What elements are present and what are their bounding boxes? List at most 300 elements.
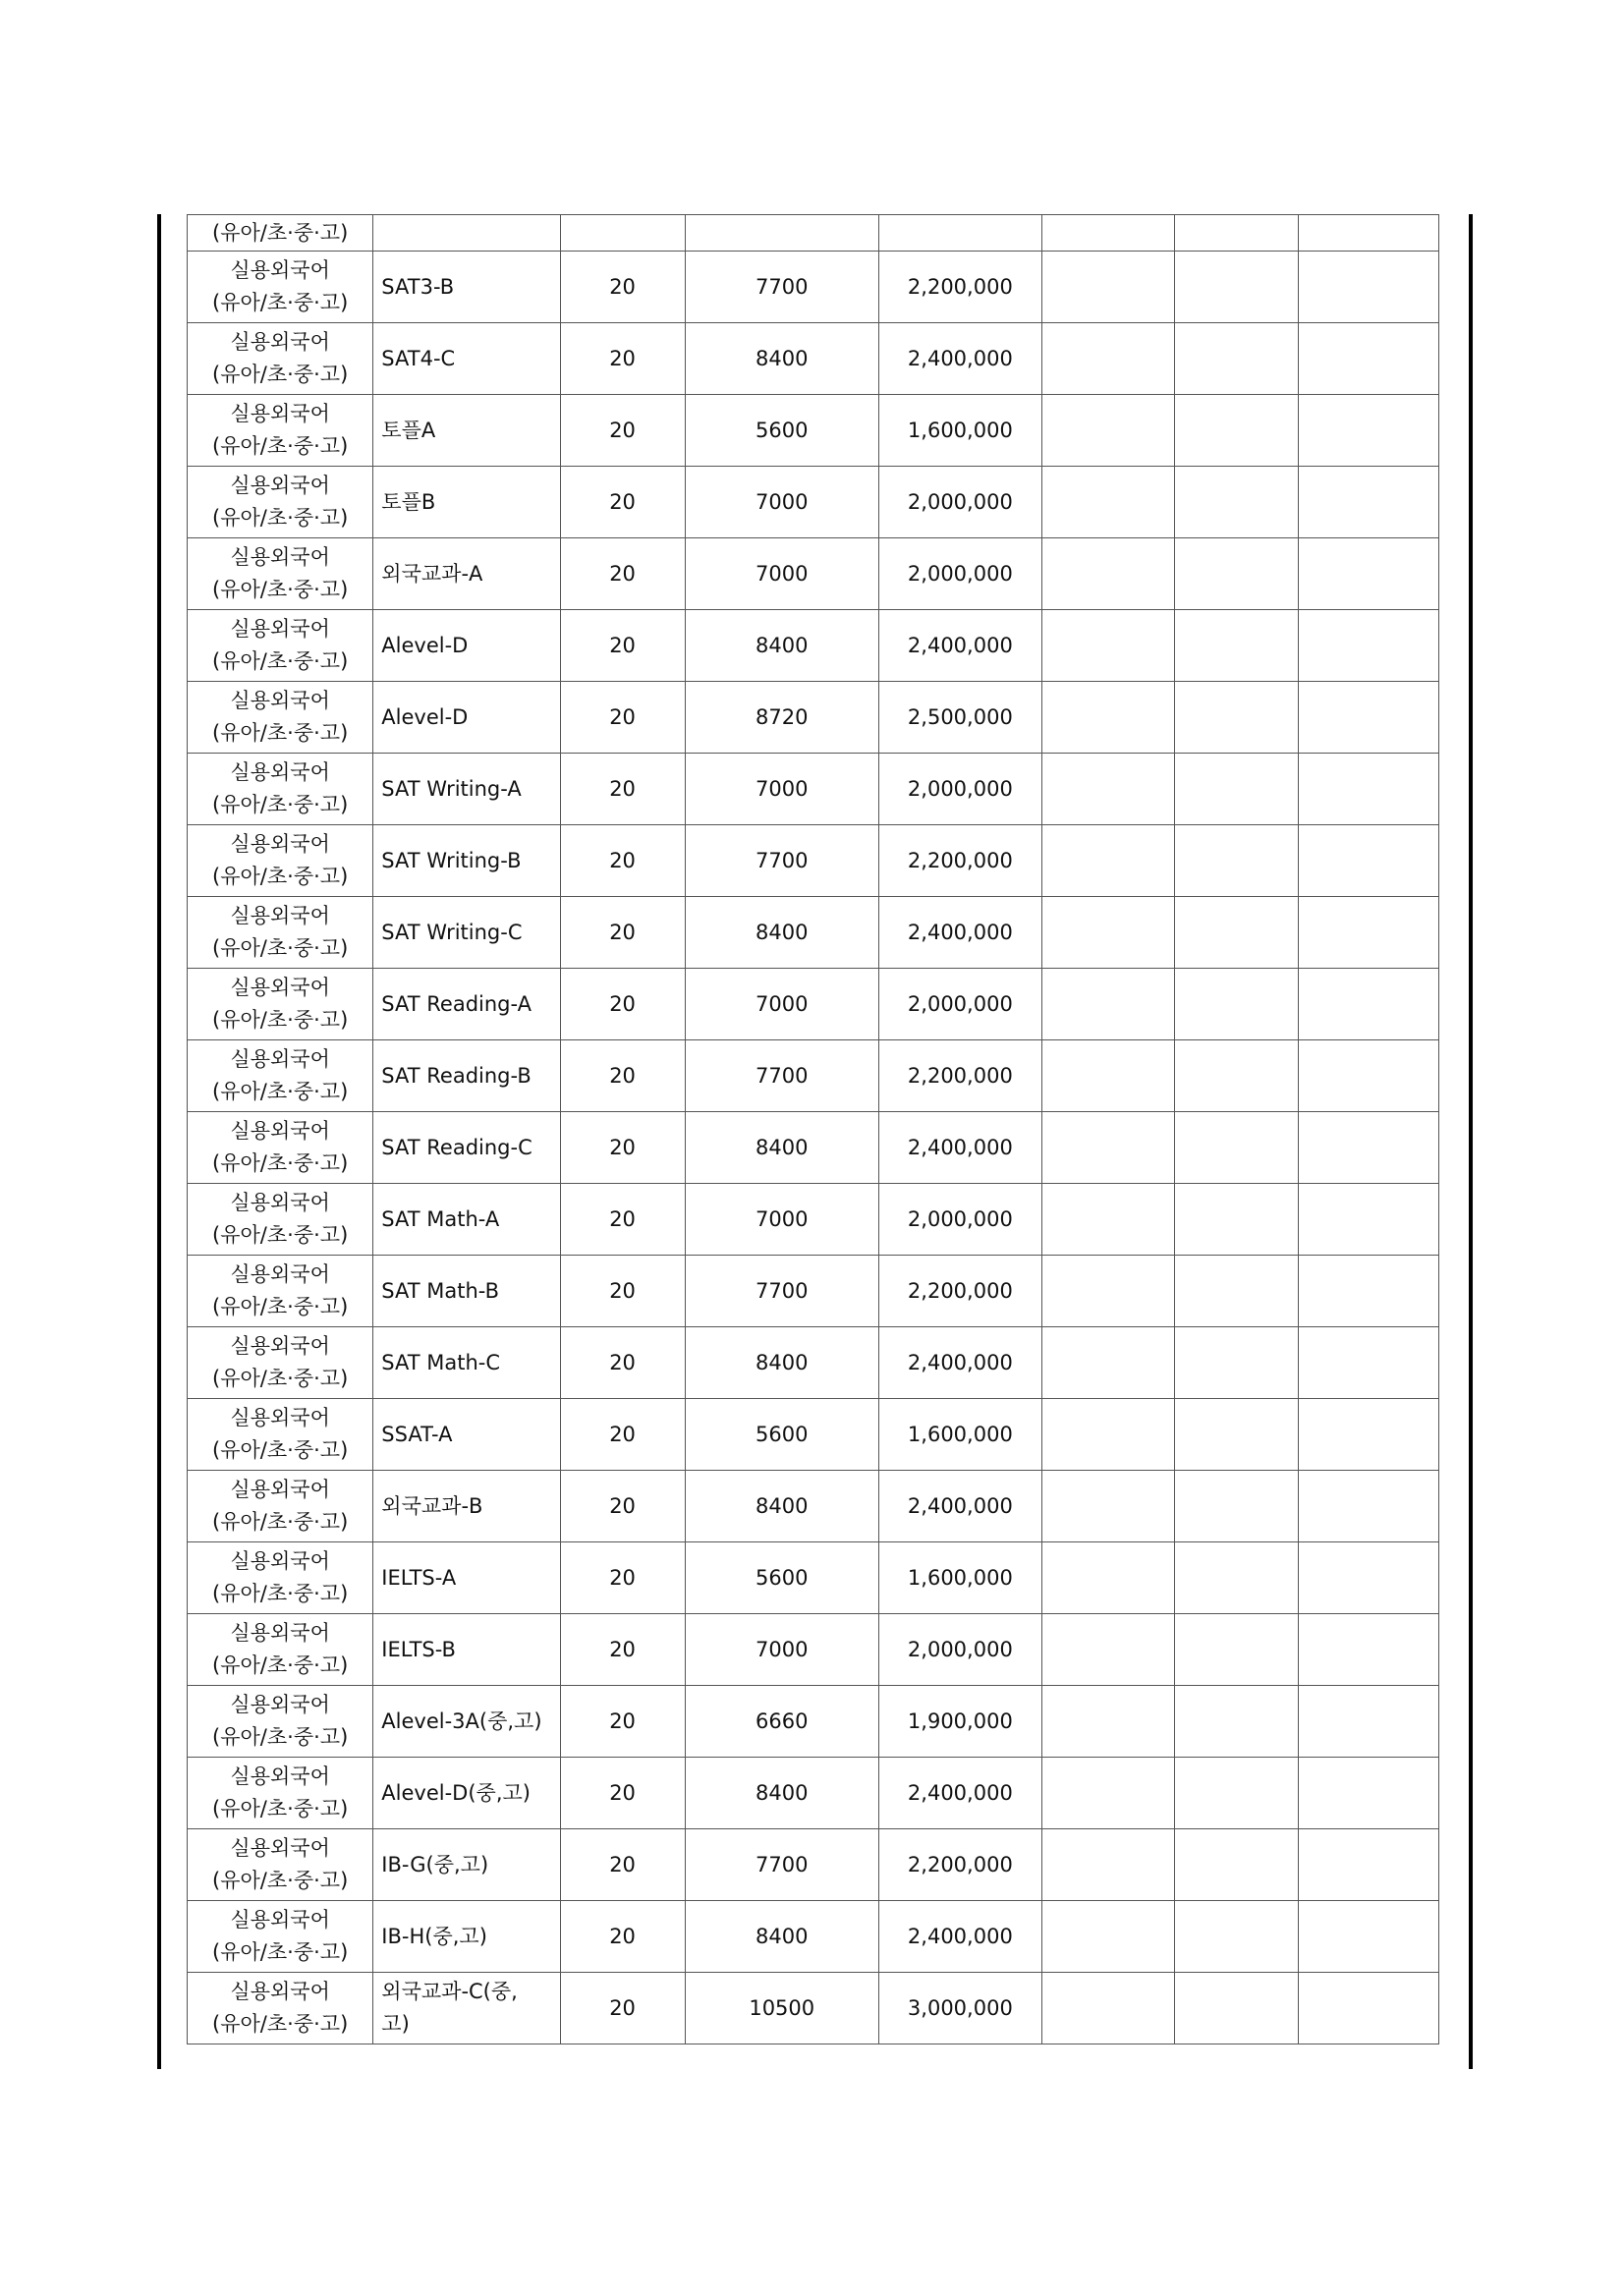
course-cell xyxy=(373,467,560,538)
unit-price-cell xyxy=(685,682,878,754)
course-name: SAT Math-B xyxy=(381,1278,500,1303)
blank-cell xyxy=(1174,825,1298,897)
unit-price: 8400 xyxy=(756,1135,809,1159)
unit-price-cell xyxy=(685,1327,878,1399)
count-cell xyxy=(560,1901,685,1973)
category-line2: (유아/초·중·고) xyxy=(212,578,349,601)
blank-cell xyxy=(1174,395,1298,467)
category-line2: (유아/초·중·고) xyxy=(212,506,349,530)
category-line1: 실용외국어 xyxy=(230,617,330,641)
course-cell xyxy=(373,323,560,395)
total-amount: 2,400,000 xyxy=(907,1780,1013,1805)
count-cell xyxy=(560,1829,685,1901)
course-cell xyxy=(373,897,560,969)
table-row xyxy=(188,1040,1439,1112)
amount-cell xyxy=(878,969,1041,1040)
count-cell xyxy=(560,1614,685,1686)
blank-cell xyxy=(1174,1184,1298,1256)
amount-cell xyxy=(878,1614,1041,1686)
blank-cell xyxy=(1298,969,1438,1040)
category-line1: 실용외국어 xyxy=(230,1191,330,1214)
category-line1: 실용외국어 xyxy=(230,904,330,927)
course-cell xyxy=(373,395,560,467)
course-cell xyxy=(373,1829,560,1901)
table-row xyxy=(188,1614,1439,1686)
table-row xyxy=(188,825,1439,897)
course-name: SAT3-B xyxy=(381,274,455,299)
category-cell xyxy=(188,1471,373,1542)
session-count: 20 xyxy=(609,1924,636,1948)
amount-cell xyxy=(878,215,1041,252)
total-amount: 1,600,000 xyxy=(907,1422,1013,1446)
blank-cell xyxy=(1298,754,1438,825)
blank-cell xyxy=(1298,1542,1438,1614)
table-row xyxy=(188,1829,1439,1901)
category-cell xyxy=(188,1614,373,1686)
amount-cell xyxy=(878,682,1041,754)
blank-cell xyxy=(1041,1973,1174,2044)
amount-cell xyxy=(878,1758,1041,1829)
count-cell xyxy=(560,215,685,252)
unit-price: 8400 xyxy=(756,920,809,944)
course-cell xyxy=(373,1112,560,1184)
category-cell xyxy=(188,1399,373,1471)
blank-cell xyxy=(1298,538,1438,610)
category-line1: 실용외국어 xyxy=(230,1621,330,1645)
total-amount: 2,200,000 xyxy=(907,1852,1013,1876)
unit-price: 7700 xyxy=(756,1063,809,1088)
blank-cell xyxy=(1041,395,1174,467)
unit-price-cell xyxy=(685,1399,878,1471)
category-cell xyxy=(188,682,373,754)
course-name: SAT Writing-A xyxy=(381,776,522,801)
category-cell xyxy=(188,1973,373,2044)
category-line2: (유아/초·중·고) xyxy=(212,865,349,888)
unit-price-cell xyxy=(685,252,878,323)
unit-price-cell xyxy=(685,1040,878,1112)
blank-cell xyxy=(1298,1758,1438,1829)
category-line1: 실용외국어 xyxy=(230,402,330,425)
category-cell xyxy=(188,395,373,467)
course-cell xyxy=(373,1686,560,1758)
blank-cell xyxy=(1298,1256,1438,1327)
course-name: SAT Math-A xyxy=(381,1206,500,1231)
blank-cell xyxy=(1041,538,1174,610)
unit-price: 7700 xyxy=(756,848,809,872)
course-name: IB-H(중,고) xyxy=(381,1924,487,1948)
count-cell xyxy=(560,1112,685,1184)
session-count: 20 xyxy=(609,1350,636,1374)
blank-cell xyxy=(1298,897,1438,969)
category-line2: (유아/초·중·고) xyxy=(212,363,349,386)
course-cell xyxy=(373,215,560,252)
blank-cell xyxy=(1174,1614,1298,1686)
blank-cell xyxy=(1174,1542,1298,1614)
session-count: 20 xyxy=(609,704,636,729)
blank-cell xyxy=(1174,1471,1298,1542)
blank-cell xyxy=(1298,1184,1438,1256)
amount-cell xyxy=(878,1399,1041,1471)
category-line1: 실용외국어 xyxy=(230,1836,330,1860)
blank-cell xyxy=(1298,1686,1438,1758)
table-row xyxy=(188,1973,1439,2044)
category-line2: (유아/초·중·고) xyxy=(212,1223,349,1247)
table-body xyxy=(188,215,1439,2044)
blank-cell xyxy=(1041,1256,1174,1327)
amount-cell xyxy=(878,1256,1041,1327)
amount-cell xyxy=(878,538,1041,610)
category-line2: (유아/초·중·고) xyxy=(212,291,349,314)
blank-cell xyxy=(1041,897,1174,969)
session-count: 20 xyxy=(609,1995,636,2020)
blank-cell xyxy=(1041,323,1174,395)
unit-price-cell xyxy=(685,1614,878,1686)
total-amount: 2,200,000 xyxy=(907,1278,1013,1303)
table-row xyxy=(188,682,1439,754)
unit-price: 8400 xyxy=(756,633,809,657)
category-line1: 실용외국어 xyxy=(230,760,330,784)
session-count: 20 xyxy=(609,1780,636,1805)
blank-cell xyxy=(1041,1542,1174,1614)
unit-price: 7700 xyxy=(756,1278,809,1303)
unit-price-cell xyxy=(685,1901,878,1973)
unit-price-cell xyxy=(685,323,878,395)
course-cell xyxy=(373,1614,560,1686)
course-name-line2: 고) xyxy=(381,2012,410,2036)
blank-cell xyxy=(1174,1040,1298,1112)
course-name: 토플A xyxy=(381,418,436,442)
course-name: SSAT-A xyxy=(381,1422,453,1446)
unit-price: 5600 xyxy=(756,1422,809,1446)
category-line2: (유아/초·중·고) xyxy=(212,1869,349,1892)
count-cell xyxy=(560,897,685,969)
course-name: 외국교과-B xyxy=(381,1493,483,1518)
course-name: SAT Reading-C xyxy=(381,1135,532,1159)
session-count: 20 xyxy=(609,920,636,944)
blank-cell xyxy=(1174,1901,1298,1973)
unit-price: 8400 xyxy=(756,346,809,370)
amount-cell xyxy=(878,323,1041,395)
category-cell xyxy=(188,1040,373,1112)
category-line2: (유아/초·중·고) xyxy=(212,1725,349,1749)
unit-price: 8400 xyxy=(756,1924,809,1948)
session-count: 20 xyxy=(609,1637,636,1661)
category-line1: 실용외국어 xyxy=(230,474,330,497)
blank-cell xyxy=(1174,682,1298,754)
session-count: 20 xyxy=(609,418,636,442)
right-margin-rule xyxy=(1469,214,1473,2069)
amount-cell xyxy=(878,754,1041,825)
amount-cell xyxy=(878,395,1041,467)
category-cell xyxy=(188,1686,373,1758)
amount-cell xyxy=(878,1327,1041,1399)
total-amount: 2,400,000 xyxy=(907,920,1013,944)
total-amount: 1,600,000 xyxy=(907,418,1013,442)
table-row xyxy=(188,1758,1439,1829)
session-count: 20 xyxy=(609,848,636,872)
total-amount: 1,900,000 xyxy=(907,1708,1013,1733)
amount-cell xyxy=(878,1040,1041,1112)
blank-cell xyxy=(1041,969,1174,1040)
blank-cell xyxy=(1041,1686,1174,1758)
category-cell xyxy=(188,1184,373,1256)
total-amount: 2,400,000 xyxy=(907,1924,1013,1948)
unit-price: 6660 xyxy=(756,1708,809,1733)
session-count: 20 xyxy=(609,1493,636,1518)
category-line1: 실용외국어 xyxy=(230,1908,330,1932)
session-count: 20 xyxy=(609,489,636,514)
table-row xyxy=(188,538,1439,610)
count-cell xyxy=(560,1758,685,1829)
category-line1: 실용외국어 xyxy=(230,1334,330,1358)
unit-price-cell xyxy=(685,1184,878,1256)
category-line1: 실용외국어 xyxy=(230,1693,330,1716)
category-cell xyxy=(188,323,373,395)
blank-cell xyxy=(1174,610,1298,682)
blank-cell xyxy=(1041,1901,1174,1973)
blank-cell xyxy=(1298,1829,1438,1901)
table-row xyxy=(188,1327,1439,1399)
course-cell xyxy=(373,1471,560,1542)
total-amount: 2,000,000 xyxy=(907,1637,1013,1661)
course-name: SAT Reading-A xyxy=(381,991,532,1016)
amount-cell xyxy=(878,610,1041,682)
amount-cell xyxy=(878,897,1041,969)
unit-price-cell xyxy=(685,395,878,467)
total-amount: 2,200,000 xyxy=(907,848,1013,872)
total-amount: 2,400,000 xyxy=(907,1350,1013,1374)
table-row xyxy=(188,1901,1439,1973)
table-row xyxy=(188,610,1439,682)
count-cell xyxy=(560,323,685,395)
table-row xyxy=(188,1399,1439,1471)
category-line2: (유아/초·중·고) xyxy=(212,1295,349,1318)
category-cell xyxy=(188,610,373,682)
blank-cell xyxy=(1174,215,1298,252)
count-cell xyxy=(560,610,685,682)
blank-cell xyxy=(1298,1327,1438,1399)
amount-cell xyxy=(878,825,1041,897)
amount-cell xyxy=(878,1112,1041,1184)
table-row xyxy=(188,323,1439,395)
session-count: 20 xyxy=(609,1063,636,1088)
amount-cell xyxy=(878,1471,1041,1542)
blank-cell xyxy=(1041,754,1174,825)
count-cell xyxy=(560,1327,685,1399)
amount-cell xyxy=(878,252,1041,323)
unit-price: 8400 xyxy=(756,1350,809,1374)
unit-price-cell xyxy=(685,1829,878,1901)
blank-cell xyxy=(1041,1184,1174,1256)
session-count: 20 xyxy=(609,346,636,370)
blank-cell xyxy=(1298,395,1438,467)
total-amount: 1,600,000 xyxy=(907,1565,1013,1590)
course-cell xyxy=(373,1542,560,1614)
category-line2: (유아/초·중·고) xyxy=(212,936,349,960)
total-amount: 2,000,000 xyxy=(907,776,1013,801)
blank-cell xyxy=(1174,252,1298,323)
blank-cell xyxy=(1174,1399,1298,1471)
unit-price: 5600 xyxy=(756,418,809,442)
blank-cell xyxy=(1298,610,1438,682)
category-line1: 실용외국어 xyxy=(230,545,330,569)
course-name: 외국교과-A xyxy=(381,561,483,586)
table-row xyxy=(188,1471,1439,1542)
total-amount: 2,500,000 xyxy=(907,704,1013,729)
course-name: SAT Writing-B xyxy=(381,848,522,872)
blank-cell xyxy=(1174,538,1298,610)
blank-cell xyxy=(1041,1399,1174,1471)
amount-cell xyxy=(878,1184,1041,1256)
course-cell xyxy=(373,538,560,610)
blank-cell xyxy=(1041,1614,1174,1686)
unit-price: 8720 xyxy=(756,704,809,729)
blank-cell xyxy=(1174,897,1298,969)
blank-cell xyxy=(1041,1471,1174,1542)
count-cell xyxy=(560,969,685,1040)
blank-cell xyxy=(1174,969,1298,1040)
category-line2: (유아/초·중·고) xyxy=(212,220,349,245)
blank-cell xyxy=(1041,610,1174,682)
count-cell xyxy=(560,1542,685,1614)
count-cell xyxy=(560,1184,685,1256)
category-line2: (유아/초·중·고) xyxy=(212,1080,349,1103)
category-line1: 실용외국어 xyxy=(230,1549,330,1573)
category-cell xyxy=(188,969,373,1040)
total-amount: 3,000,000 xyxy=(907,1995,1013,2020)
count-cell xyxy=(560,754,685,825)
blank-cell xyxy=(1298,1973,1438,2044)
unit-price: 7700 xyxy=(756,274,809,299)
table-row xyxy=(188,969,1439,1040)
unit-price-cell xyxy=(685,825,878,897)
table-row-continued xyxy=(188,215,1439,252)
course-cell xyxy=(373,1040,560,1112)
category-line2: (유아/초·중·고) xyxy=(212,1653,349,1677)
table-row xyxy=(188,897,1439,969)
course-name: 토플B xyxy=(381,489,436,514)
total-amount: 2,000,000 xyxy=(907,489,1013,514)
blank-cell xyxy=(1298,1901,1438,1973)
course-cell xyxy=(373,754,560,825)
course-cell xyxy=(373,1758,560,1829)
amount-cell xyxy=(878,467,1041,538)
blank-cell xyxy=(1298,1112,1438,1184)
count-cell xyxy=(560,1040,685,1112)
total-amount: 2,400,000 xyxy=(907,1493,1013,1518)
category-line2: (유아/초·중·고) xyxy=(212,1797,349,1820)
category-cell xyxy=(188,467,373,538)
total-amount: 2,200,000 xyxy=(907,274,1013,299)
course-cell xyxy=(373,1327,560,1399)
session-count: 20 xyxy=(609,1422,636,1446)
category-cell xyxy=(188,1327,373,1399)
course-cell xyxy=(373,610,560,682)
table-row xyxy=(188,1184,1439,1256)
amount-cell xyxy=(878,1973,1041,2044)
blank-cell xyxy=(1174,1973,1298,2044)
blank-cell xyxy=(1298,682,1438,754)
unit-price: 7000 xyxy=(756,489,809,514)
unit-price-cell xyxy=(685,467,878,538)
blank-cell xyxy=(1174,1758,1298,1829)
course-cell xyxy=(373,969,560,1040)
session-count: 20 xyxy=(609,1852,636,1876)
blank-cell xyxy=(1174,1256,1298,1327)
table-row xyxy=(188,1542,1439,1614)
table-row xyxy=(188,1256,1439,1327)
blank-cell xyxy=(1298,323,1438,395)
blank-cell xyxy=(1174,1686,1298,1758)
course-name: IB-G(중,고) xyxy=(381,1852,489,1876)
category-line1: 실용외국어 xyxy=(230,330,330,354)
category-line2: (유아/초·중·고) xyxy=(212,793,349,816)
course-cell xyxy=(373,1399,560,1471)
category-cell xyxy=(188,1542,373,1614)
category-cell xyxy=(188,1901,373,1973)
count-cell xyxy=(560,682,685,754)
blank-cell xyxy=(1041,215,1174,252)
category-line1: 실용외국어 xyxy=(230,1119,330,1143)
table-row xyxy=(188,467,1439,538)
table-row xyxy=(188,252,1439,323)
count-cell xyxy=(560,467,685,538)
blank-cell xyxy=(1298,1471,1438,1542)
unit-price: 7000 xyxy=(756,991,809,1016)
unit-price: 5600 xyxy=(756,1565,809,1590)
table-row xyxy=(188,754,1439,825)
session-count: 20 xyxy=(609,1708,636,1733)
unit-price: 7000 xyxy=(756,561,809,586)
unit-price-cell xyxy=(685,610,878,682)
category-line2: (유아/초·중·고) xyxy=(212,1367,349,1390)
course-cell xyxy=(373,1901,560,1973)
amount-cell xyxy=(878,1686,1041,1758)
category-cell xyxy=(188,754,373,825)
total-amount: 2,400,000 xyxy=(907,633,1013,657)
blank-cell xyxy=(1298,825,1438,897)
category-cell xyxy=(188,1829,373,1901)
category-line2: (유아/초·중·고) xyxy=(212,649,349,673)
blank-cell xyxy=(1041,1040,1174,1112)
course-name: Alevel-D xyxy=(381,704,469,729)
unit-price-cell xyxy=(685,1542,878,1614)
blank-cell xyxy=(1298,467,1438,538)
category-line1: 실용외국어 xyxy=(230,832,330,856)
session-count: 20 xyxy=(609,1278,636,1303)
session-count: 20 xyxy=(609,1135,636,1159)
category-line1: 실용외국어 xyxy=(230,1047,330,1071)
blank-cell xyxy=(1041,1758,1174,1829)
course-cell xyxy=(373,682,560,754)
unit-price: 8400 xyxy=(756,1780,809,1805)
blank-cell xyxy=(1174,1112,1298,1184)
category-cell xyxy=(188,252,373,323)
category-line2: (유아/초·중·고) xyxy=(212,721,349,745)
course-name: Alevel-D(중,고) xyxy=(381,1780,531,1805)
course-name: Alevel-D xyxy=(381,633,469,657)
unit-price-cell xyxy=(685,1686,878,1758)
table-row xyxy=(188,1112,1439,1184)
table-row xyxy=(188,1686,1439,1758)
left-margin-rule xyxy=(157,214,161,2069)
blank-cell xyxy=(1174,323,1298,395)
category-line2: (유아/초·중·고) xyxy=(212,1438,349,1462)
category-line1: 실용외국어 xyxy=(230,258,330,282)
session-count: 20 xyxy=(609,991,636,1016)
unit-price-cell xyxy=(685,1256,878,1327)
unit-price-cell xyxy=(685,754,878,825)
